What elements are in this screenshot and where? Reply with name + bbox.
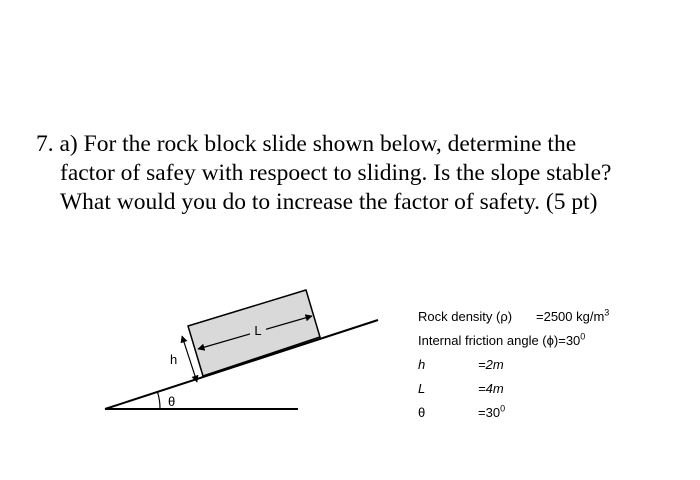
question-line-2: factor of safey with respoect to sliding. Is the slope stable? — [60, 160, 612, 186]
param-friction-label: Internal friction angle (ϕ)=30 — [418, 333, 581, 348]
param-friction-sup: 0 — [580, 331, 586, 342]
param-h-value: =2m — [478, 357, 504, 372]
question-line-3: What would you do to increase the factor of safety. (5 pt) — [60, 189, 598, 215]
param-density-unit-sup: 3 — [604, 307, 610, 318]
param-density-value: =2500 kg/m — [536, 309, 605, 324]
height-label: h — [170, 352, 178, 367]
param-L-value: =4m — [478, 381, 504, 396]
param-L-label: L — [418, 381, 426, 396]
param-h-label: h — [418, 357, 426, 372]
angle-arc — [158, 392, 161, 409]
angle-label: θ — [168, 394, 176, 409]
param-theta-label: θ — [418, 405, 426, 420]
question-line-1: 7. a) For the rock block slide shown below, determine the — [36, 131, 577, 157]
param-theta-value: =30 — [478, 405, 501, 420]
param-density-label: Rock density (ρ) — [418, 309, 513, 324]
length-label: L — [254, 323, 262, 338]
param-theta-sup: 0 — [500, 403, 506, 414]
